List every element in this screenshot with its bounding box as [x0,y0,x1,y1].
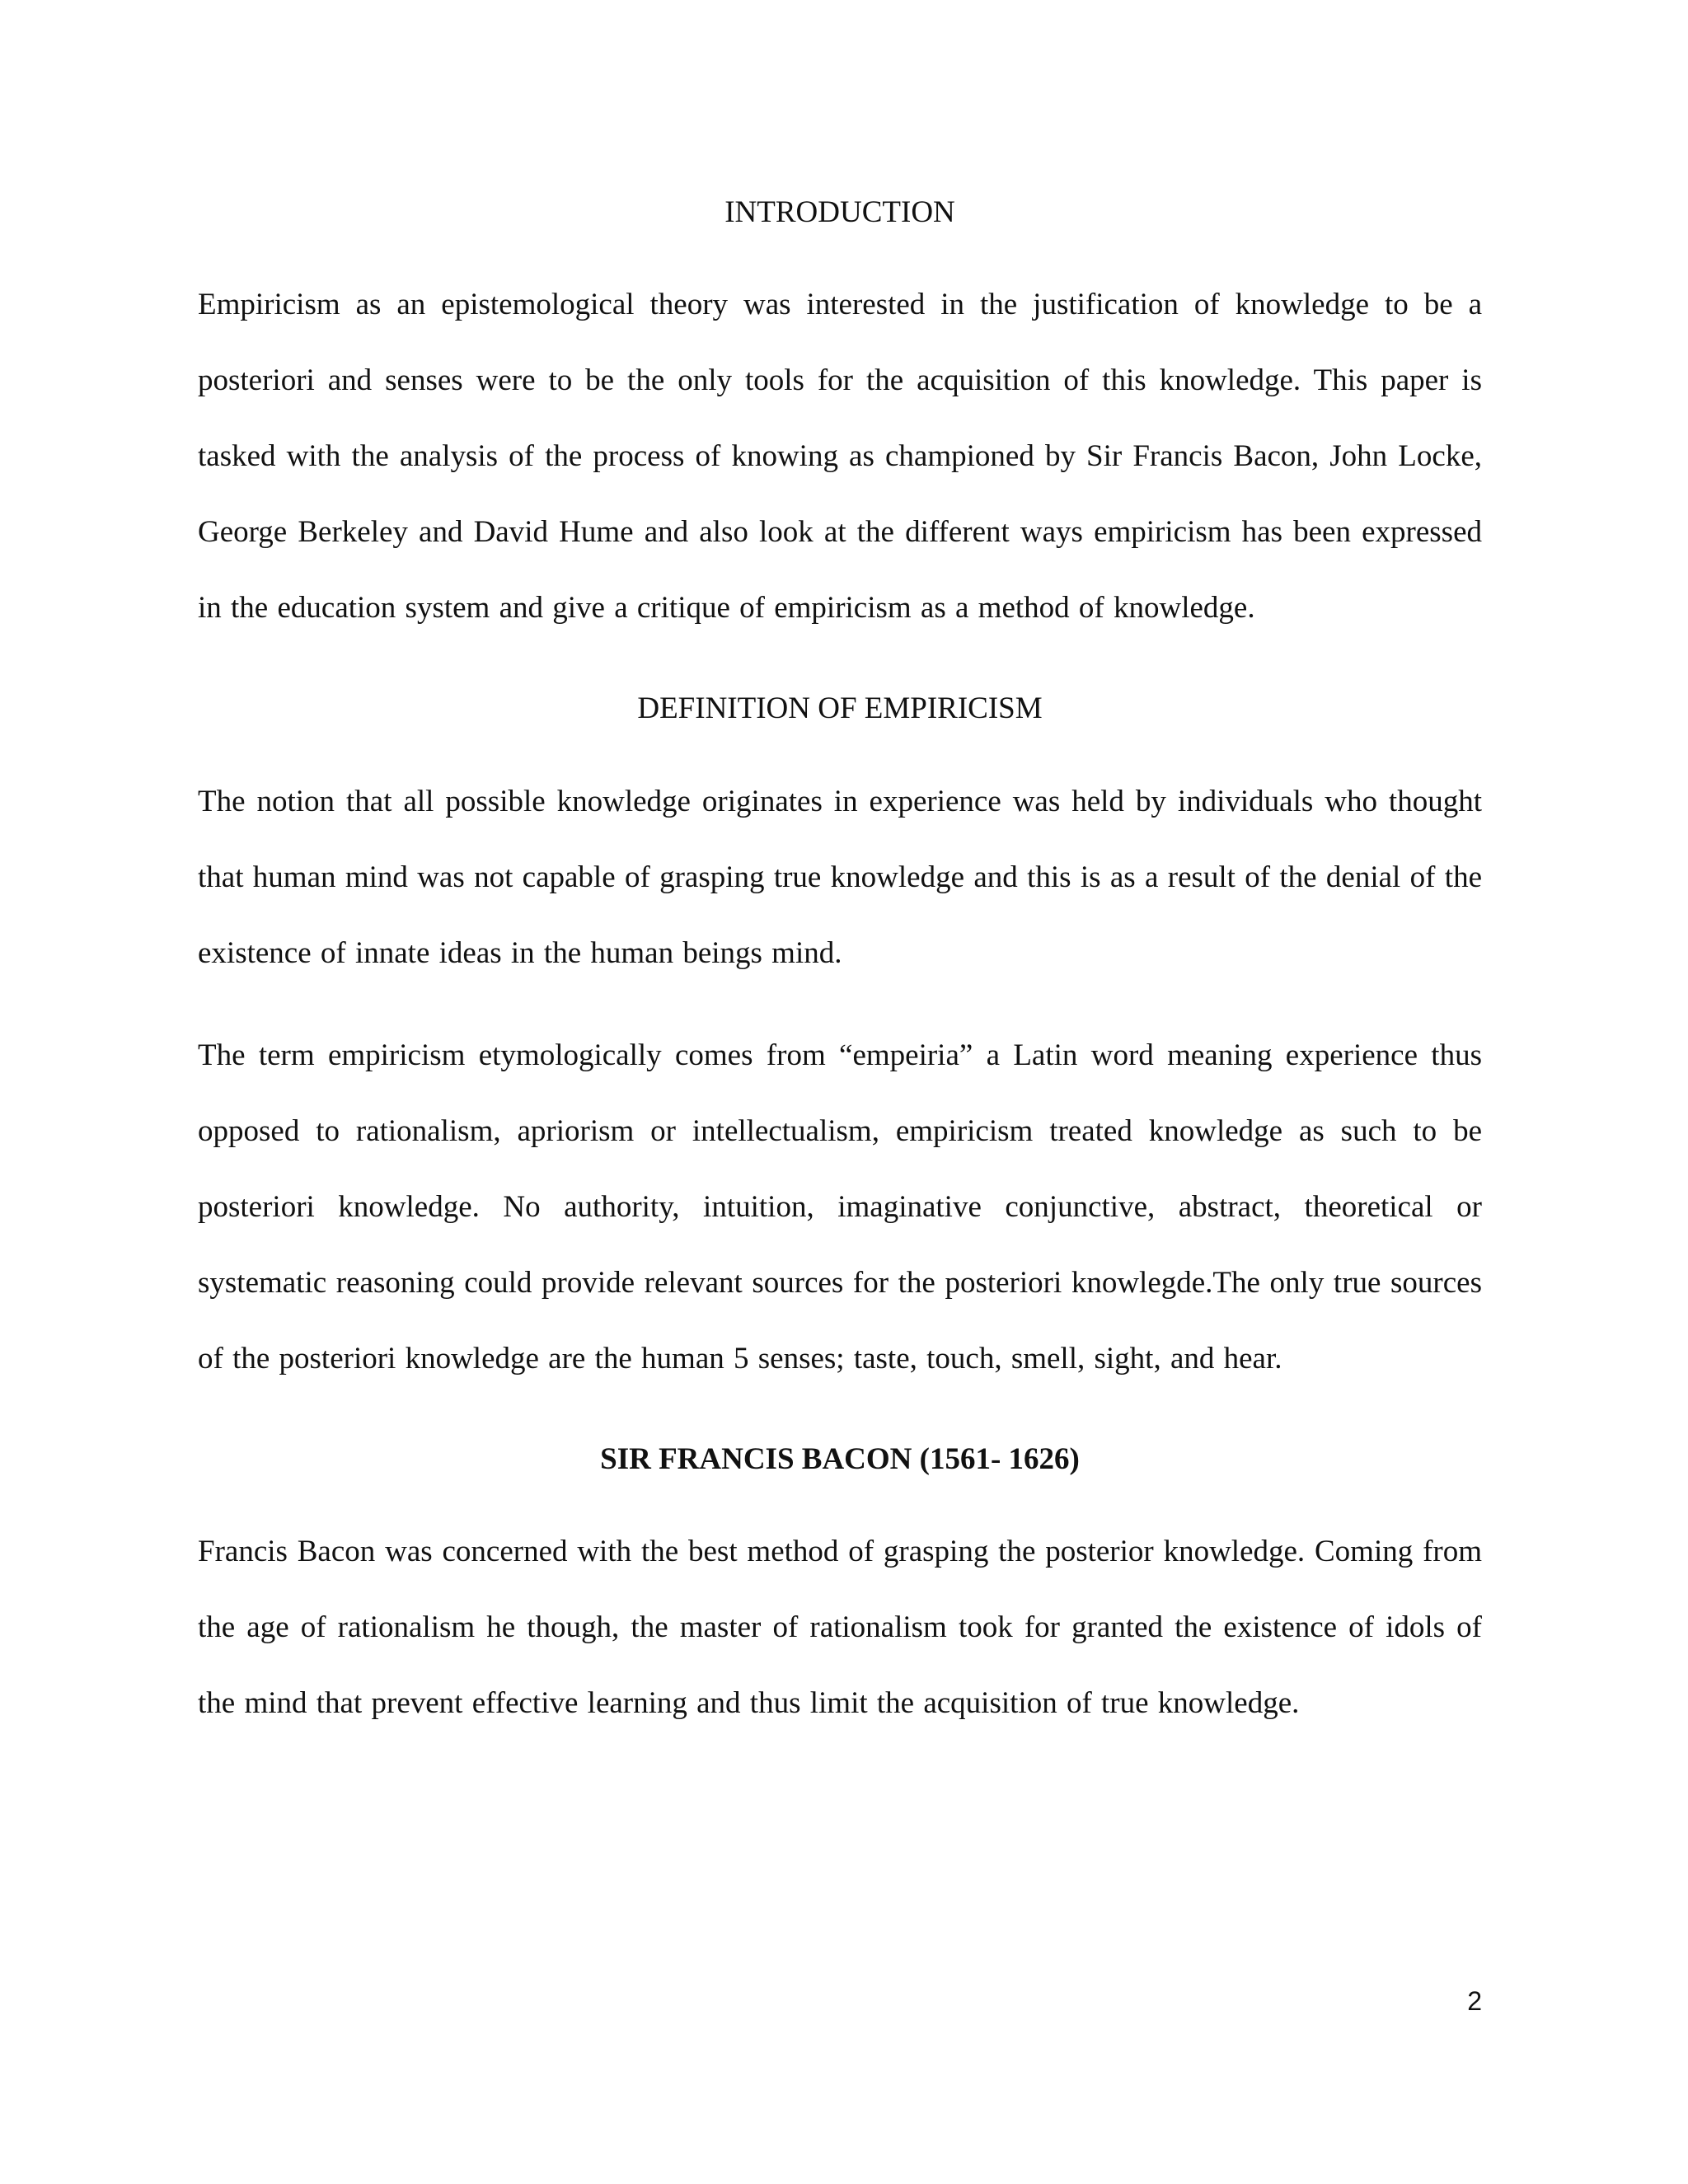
section-heading-introduction: INTRODUCTION [724,195,955,229]
introduction-paragraph: Empiricism as an epistemological theory was interested in the justification of knowledge to be a posteriori and senses were to be the only tools for the acquisition of this knowledge. This paper is tasked with the analysis of the process of knowing as championed by Sir Francis Bacon, John Locke, George Berkeley and David Hume and also look at the different ways empiricism has been expressed in the education system and give a critique of empiricism as a method of knowledge. [198,288,1482,626]
page-number: 2 [1467,1986,1482,2016]
definition-paragraph-2: The term empiricism etymologically comes from “empeiria” a Latin word meaning experience thus opposed to rationalism, apriorism or intellectualism, empiricism treated knowledge as such to be posteriori knowledge. No authority, intuition, imaginative conjunctive, abstract, theoretical or systematic reasoning could provide relevant sources for the posteriori knowlegde.The only true sources of the posteriori knowledge are the human 5 senses; taste, touch, smell, sight, and hear. [198,1038,1482,1376]
page-content [198,194,1482,1741]
section-heading-bacon: SIR FRANCIS BACON (1561- 1626) [600,1441,1080,1476]
bacon-paragraph: Francis Bacon was concerned with the best method of grasping the posterior knowledge. Coming from the age of rationalism he though, the master of rationalism took for granted the existence of idols of the mind that prevent effective learning and thus limit the acquisition of true knowledge. [198,1535,1482,1721]
definition-paragraph-1: The notion that all possible knowledge originates in experience was held by individuals who thought that human mind was not capable of grasping true knowledge and this is as a result of the denial of the existence of innate ideas in the human beings mind. [198,784,1482,970]
section-heading-definition: DEFINITION OF EMPIRICISM [637,691,1043,726]
